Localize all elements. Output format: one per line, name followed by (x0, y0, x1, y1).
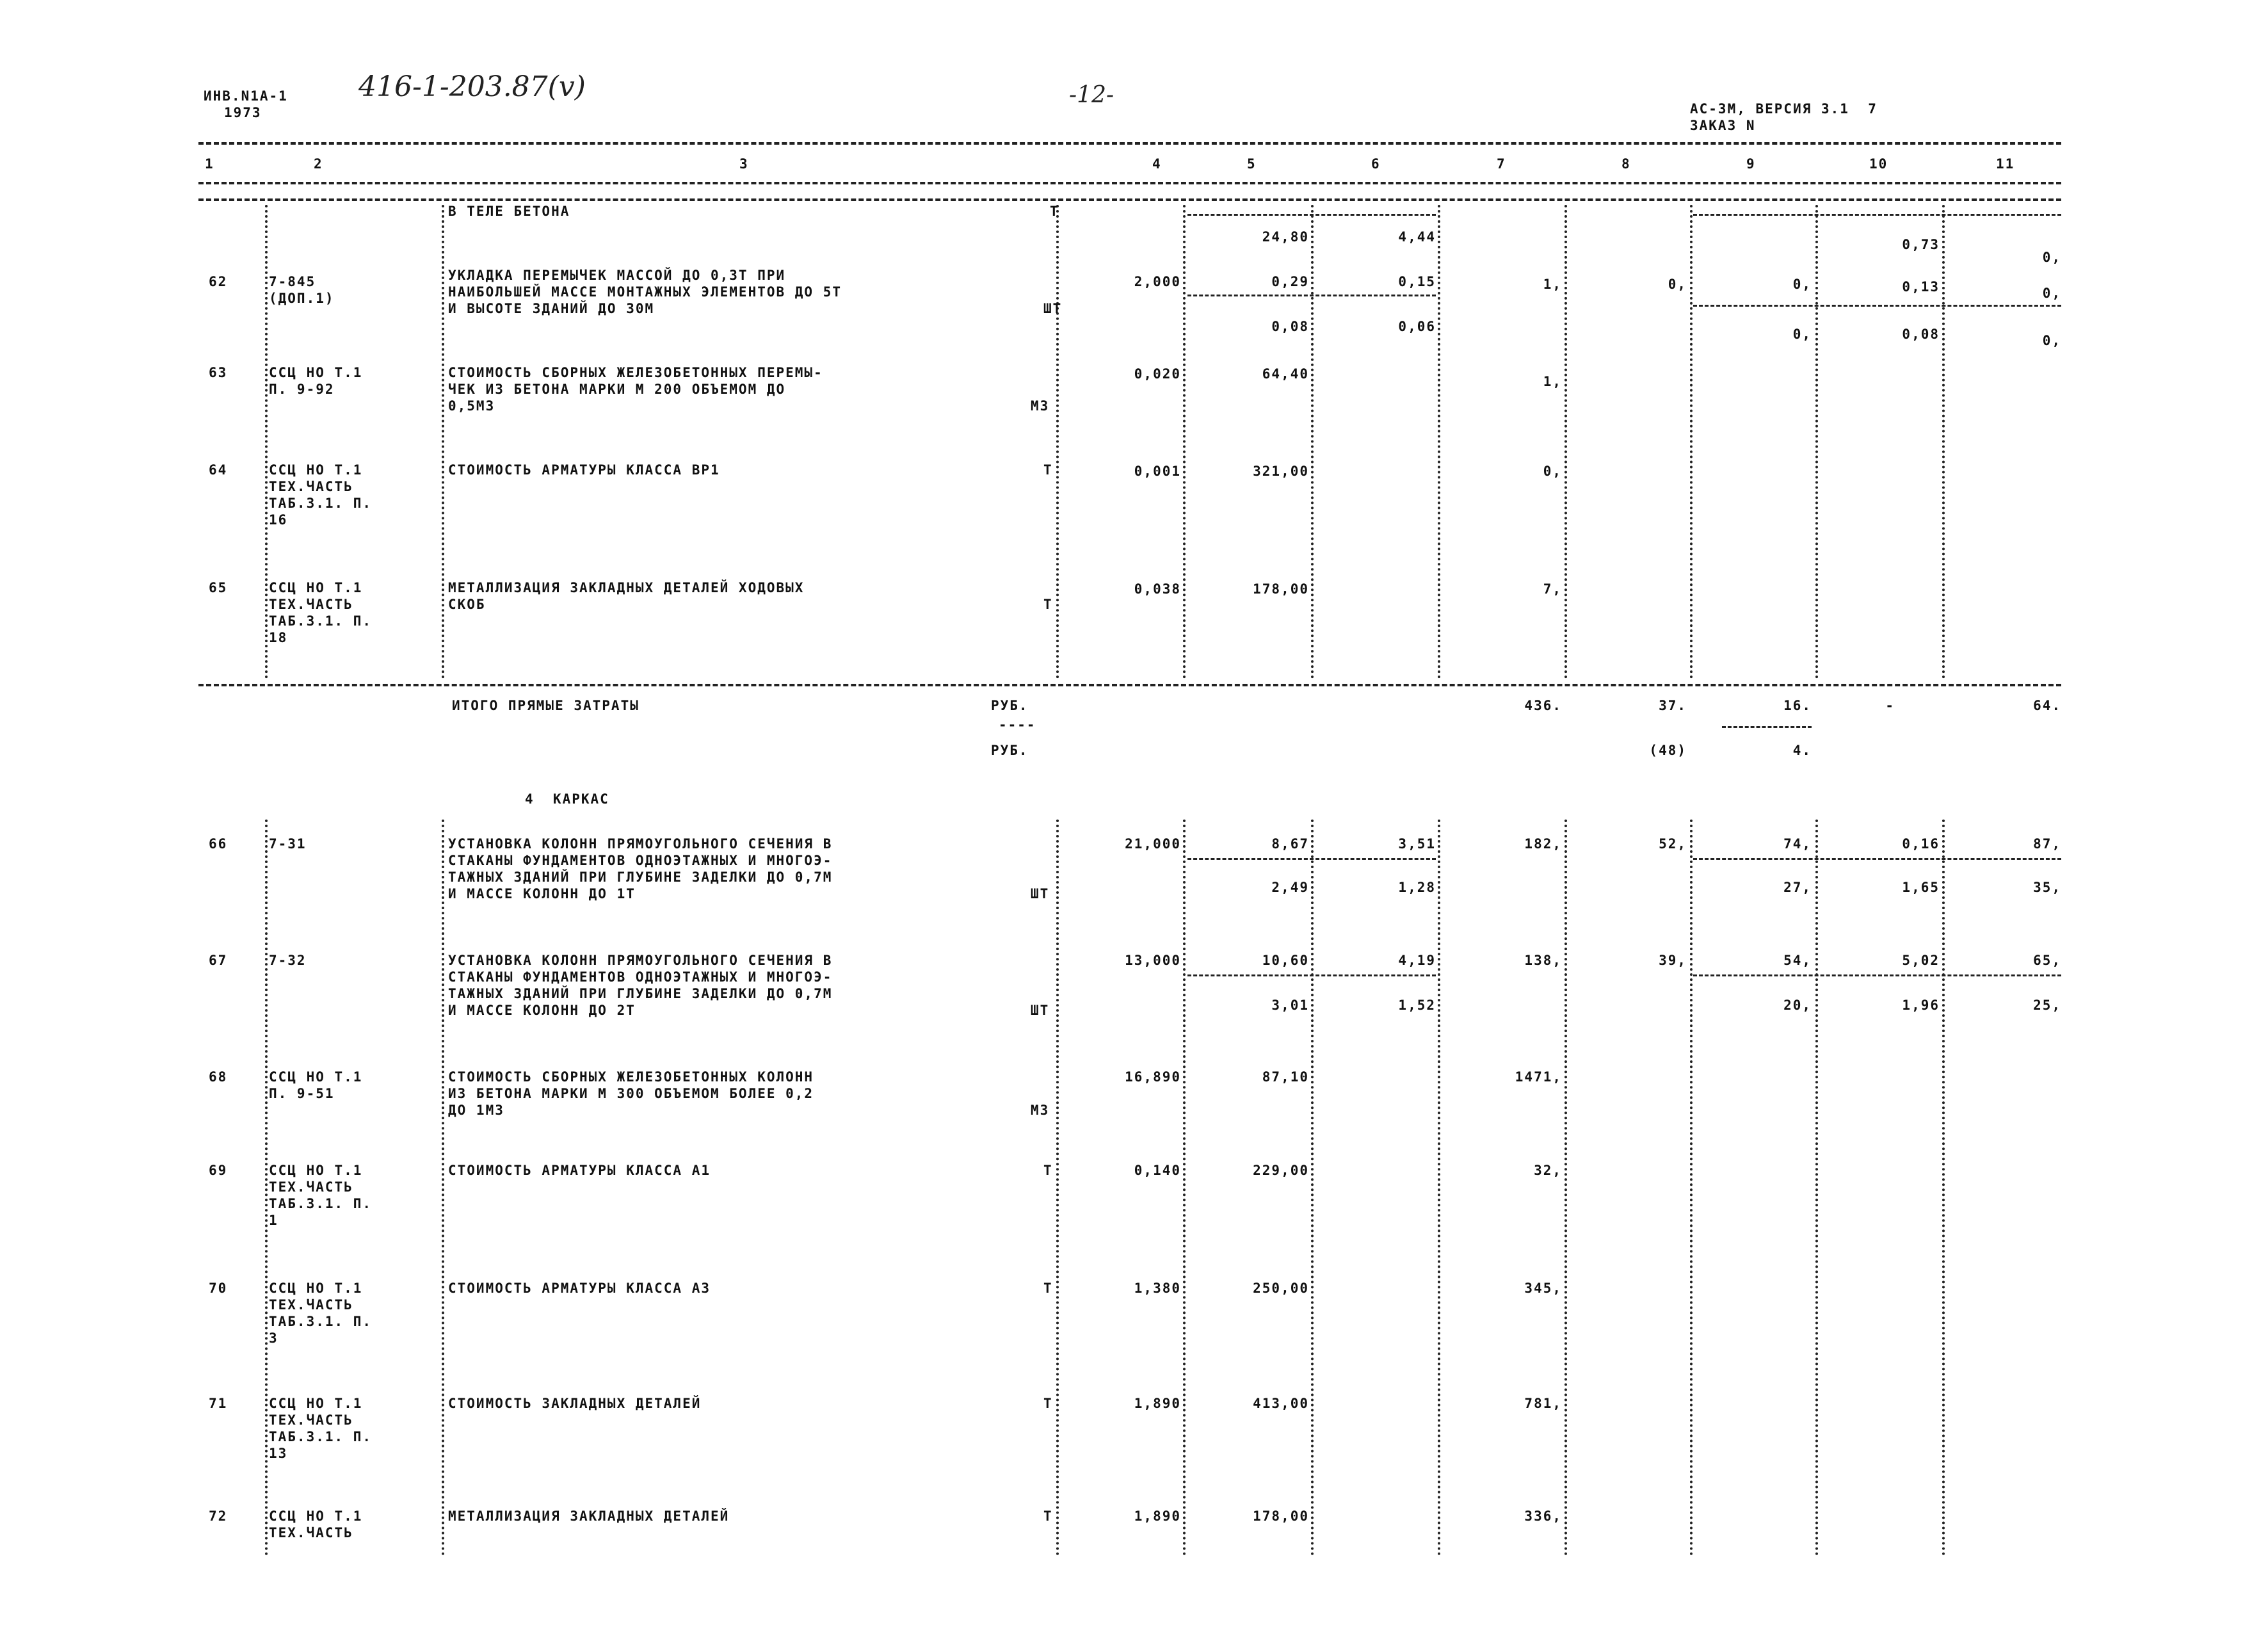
cell-c10: 0,73 (1902, 237, 1940, 252)
cell-c11: 87, (2033, 836, 2061, 852)
row-text: 0,5М3 (448, 398, 495, 414)
cell-c5: 87,10 (1262, 1069, 1309, 1085)
cell-rule (1187, 214, 1436, 216)
row-text: ТАЖНЫХ ЗДАНИЙ ПРИ ГЛУБИНЕ ЗАДЕЛКИ ДО 0,7М (448, 869, 833, 885)
row-text: СТОИМОСТЬ ЗАКЛАДНЫХ ДЕТАЛЕЙ (448, 1396, 702, 1411)
col-sep (265, 205, 268, 679)
cell-c11: 65, (2033, 953, 2061, 968)
row-text: ТАЖНЫХ ЗДАНИЙ ПРИ ГЛУБИНЕ ЗАДЕЛКИ ДО 0,7М (448, 986, 833, 1001)
software-version: АС-ЗМ, ВЕРСИЯ 3.1 7 (1690, 101, 1878, 117)
row-code: 3 (269, 1330, 278, 1346)
row-code: ССЦ НО Т.1 (269, 462, 363, 478)
cell-c11: 0, (2042, 286, 2061, 301)
cell-c9: 0, (1792, 277, 1812, 292)
col-2: 2 (314, 156, 323, 172)
totals-c9b: 4. (1792, 743, 1812, 758)
row-text: СТОИМОСТЬ АРМАТУРЫ КЛАССА ВР1 (448, 462, 720, 478)
col-sep (1183, 205, 1186, 679)
cell-c6: 3,51 (1398, 836, 1436, 852)
cell-c5: 178,00 (1253, 581, 1309, 597)
col-6: 6 (1371, 156, 1381, 172)
row-code: ТЕХ.ЧАСТЬ (269, 1525, 353, 1540)
row-text: СТОИМОСТЬ СБОРНЫХ ЖЕЛЕЗОБЕТОННЫХ КОЛОНН (448, 1069, 814, 1085)
row-text: ЧЕК ИЗ БЕТОНА МАРКИ М 200 ОБЪЕМОМ ДО (448, 382, 786, 397)
row-text: В ТЕЛЕ БЕТОНА (448, 204, 570, 219)
col-sep (1564, 205, 1567, 679)
col-sep (1690, 205, 1693, 679)
handwritten-project-number: 416-1-203.87(v) (358, 70, 586, 103)
cell-c5b: 3,01 (1271, 998, 1309, 1013)
cell-c6: 4,19 (1398, 953, 1436, 968)
row-code: ТАБ.3.1. П. (269, 613, 373, 629)
row-unit: М3 (1031, 398, 1050, 414)
cell-c7: 1471, (1515, 1069, 1562, 1085)
row-unit: Т (1043, 1508, 1053, 1524)
col-sep (442, 205, 444, 679)
row-code: ТАБ.3.1. П. (269, 1196, 373, 1211)
col-5: 5 (1247, 156, 1257, 172)
col-10: 10 (1869, 156, 1888, 172)
row-unit: Т (1043, 1281, 1053, 1296)
row-code: ССЦ НО Т.1 (269, 1396, 363, 1411)
row-code: П. 9-51 (269, 1086, 335, 1101)
row-code: ТЕХ.ЧАСТЬ (269, 1179, 353, 1195)
row-number: 63 (209, 365, 228, 380)
cell-c11b: 0, (2042, 333, 2061, 348)
totals-sub-rule (1722, 726, 1812, 728)
cell-c4: 1,380 (1134, 1281, 1181, 1296)
col-sep (1942, 205, 1945, 679)
row-number: 66 (209, 836, 228, 852)
cell-rule (1187, 295, 1436, 296)
row-code: ССЦ НО Т.1 (269, 1069, 363, 1085)
cell-c4: 21,000 (1125, 836, 1181, 852)
cell-c10: 0,16 (1902, 836, 1940, 852)
cell-c7: 1, (1543, 374, 1562, 389)
row-number: 70 (209, 1281, 228, 1296)
cell-rule (1187, 974, 1436, 976)
totals-unit: РУБ. (991, 743, 1029, 758)
col-sep (1564, 820, 1567, 1556)
cell-c9: 74, (1783, 836, 1812, 852)
totals-c7: 436. (1524, 698, 1562, 713)
cell-c6: 4,44 (1398, 229, 1436, 245)
row-text: СТОИМОСТЬ СБОРНЫХ ЖЕЛЕЗОБЕТОННЫХ ПЕРЕМЫ- (448, 365, 823, 380)
cell-c7: 1, (1543, 277, 1562, 292)
cell-c10: 0,13 (1902, 279, 1940, 295)
cell-c10b: 1,65 (1902, 880, 1940, 895)
totals-c8b: (48) (1649, 743, 1687, 758)
totals-c8: 37. (1659, 698, 1687, 713)
totals-rule (198, 684, 2061, 686)
row-text: И ВЫСОТЕ ЗДАНИЙ ДО 30М (448, 301, 655, 316)
cell-c4: 0,001 (1134, 464, 1181, 479)
col-sep (1942, 820, 1945, 1556)
cell-c8: 0, (1668, 277, 1687, 292)
cell-c5: 24,80 (1262, 229, 1309, 245)
section-title: 4 КАРКАС (525, 791, 609, 807)
row-code: ССЦ НО Т.1 (269, 580, 363, 595)
row-number: 64 (209, 462, 228, 478)
row-code: 1 (269, 1213, 278, 1228)
col-sep (1311, 205, 1314, 679)
row-code: П. 9-92 (269, 382, 335, 397)
row-text: УСТАНОВКА КОЛОНН ПРЯМОУГОЛЬНОГО СЕЧЕНИЯ В (448, 836, 833, 852)
row-text: ИЗ БЕТОНА МАРКИ М 300 ОБЪЕМОМ БОЛЕЕ 0,2 (448, 1086, 814, 1101)
cell-c6b: 1,52 (1398, 998, 1436, 1013)
col-sep (1183, 820, 1186, 1556)
header-rule (198, 182, 2061, 184)
row-code: 7-845 (269, 274, 316, 289)
cell-c7: 345, (1524, 1281, 1562, 1296)
cell-rule (1693, 974, 2061, 976)
row-unit: ШТ (1043, 301, 1063, 316)
cell-c10b: 0,08 (1902, 327, 1940, 342)
form-code: ИНВ.N1А-1 (204, 88, 288, 104)
col-sep (265, 820, 268, 1556)
row-unit: Т (1043, 1163, 1053, 1178)
col-9: 9 (1746, 156, 1756, 172)
cell-c5: 8,67 (1271, 836, 1309, 852)
cell-c5b: 0,08 (1271, 319, 1309, 334)
row-number: 68 (209, 1069, 228, 1085)
cell-c11b: 25, (2033, 998, 2061, 1013)
cell-c4: 0,140 (1134, 1163, 1181, 1178)
col-4: 4 (1152, 156, 1162, 172)
cell-rule (1693, 305, 2061, 307)
totals-unit: РУБ. (991, 698, 1029, 713)
row-unit: Т (1043, 462, 1053, 478)
col-sep (1815, 205, 1818, 679)
row-code: 13 (269, 1446, 288, 1461)
row-code: ТАБ.3.1. П. (269, 1429, 373, 1444)
page-number: -12- (1069, 82, 1114, 108)
header-rule-2 (198, 198, 2061, 201)
row-text: СТАКАНЫ ФУНДАМЕНТОВ ОДНОЭТАЖНЫХ И МНОГОЭ- (448, 853, 833, 868)
cell-c5: 178,00 (1253, 1508, 1309, 1524)
row-unit: ШТ (1031, 1003, 1050, 1018)
cell-c6: 0,15 (1398, 274, 1436, 289)
cell-c5b: 2,49 (1271, 880, 1309, 895)
cell-c7: 138, (1524, 953, 1562, 968)
row-text: МЕТАЛЛИЗАЦИЯ ЗАКЛАДНЫХ ДЕТАЛЕЙ ХОДОВЫХ (448, 580, 805, 595)
col-sep (1438, 205, 1440, 679)
cell-c9b: 0, (1792, 327, 1812, 342)
totals-c11: 64. (2033, 698, 2061, 713)
row-unit: Т (1043, 1396, 1053, 1411)
totals-c10: - (1885, 698, 1895, 713)
cell-c4: 0,020 (1134, 366, 1181, 382)
row-text: УКЛАДКА ПЕРЕМЫЧЕК МАССОЙ ДО 0,3Т ПРИ (448, 268, 786, 283)
cell-c5: 64,40 (1262, 366, 1309, 382)
cell-c7: 7, (1543, 581, 1562, 597)
totals-c9: 16. (1783, 698, 1812, 713)
cell-c4: 16,890 (1125, 1069, 1181, 1085)
cell-c8: 52, (1659, 836, 1687, 852)
cell-c6b: 1,28 (1398, 880, 1436, 895)
cell-c10b: 1,96 (1902, 998, 1940, 1013)
row-unit: Т (1050, 204, 1059, 219)
row-text: СТАКАНЫ ФУНДАМЕНТОВ ОДНОЭТАЖНЫХ И МНОГОЭ- (448, 969, 833, 985)
cell-c9b: 27, (1783, 880, 1812, 895)
row-text: СТОИМОСТЬ АРМАТУРЫ КЛАССА А3 (448, 1281, 711, 1296)
row-number: 62 (209, 274, 228, 289)
row-code: ССЦ НО Т.1 (269, 1508, 363, 1524)
row-code: ССЦ НО Т.1 (269, 365, 363, 380)
row-text: СТОИМОСТЬ АРМАТУРЫ КЛАССА А1 (448, 1163, 711, 1178)
cell-c11b: 35, (2033, 880, 2061, 895)
col-sep (1690, 820, 1693, 1556)
cell-c5: 250,00 (1253, 1281, 1309, 1296)
cell-rule (1693, 858, 2061, 860)
cell-c4: 1,890 (1134, 1508, 1181, 1524)
cell-c6b: 0,06 (1398, 319, 1436, 334)
row-text: СКОБ (448, 597, 486, 612)
row-text: ДО 1М3 (448, 1103, 504, 1118)
row-number: 67 (209, 953, 228, 968)
row-unit: ШТ (1031, 886, 1050, 901)
row-code: ССЦ НО Т.1 (269, 1163, 363, 1178)
cell-c7: 781, (1524, 1396, 1562, 1411)
row-code: 18 (269, 630, 288, 645)
cell-c7: 336, (1524, 1508, 1562, 1524)
row-number: 65 (209, 580, 228, 595)
cell-c5: 10,60 (1262, 953, 1309, 968)
cell-rule (1693, 214, 2061, 216)
row-text: УСТАНОВКА КОЛОНН ПРЯМОУГОЛЬНОГО СЕЧЕНИЯ В (448, 953, 833, 968)
row-code: 7-32 (269, 953, 307, 968)
row-code: 7-31 (269, 836, 307, 852)
row-code: (ДОП.1) (269, 291, 335, 306)
col-sep (1056, 820, 1059, 1556)
col-7: 7 (1497, 156, 1506, 172)
cell-c4: 0,038 (1134, 581, 1181, 597)
col-sep (1815, 820, 1818, 1556)
row-code: 16 (269, 512, 288, 528)
totals-label: ИТОГО ПРЯМЫЕ ЗАТРАТЫ (452, 698, 639, 713)
col-sep (442, 820, 444, 1556)
row-text: МЕТАЛЛИЗАЦИЯ ЗАКЛАДНЫХ ДЕТАЛЕЙ (448, 1508, 730, 1524)
row-code: ТЕХ.ЧАСТЬ (269, 1297, 353, 1313)
totals-separator: ---- (999, 717, 1036, 732)
col-sep (1056, 205, 1059, 679)
col-11: 11 (1996, 156, 2015, 172)
cell-c7: 182, (1524, 836, 1562, 852)
cell-rule (1187, 858, 1436, 860)
col-1: 1 (205, 156, 214, 172)
order-number: ЗАКАЗ N (1690, 118, 1756, 133)
col-sep (1438, 820, 1440, 1556)
row-text: НАИБОЛЬШЕЙ МАССЕ МОНТАЖНЫХ ЭЛЕМЕНТОВ ДО 5Т (448, 284, 842, 300)
row-code: ССЦ НО Т.1 (269, 1281, 363, 1296)
cell-c7: 0, (1543, 464, 1562, 479)
row-number: 71 (209, 1396, 228, 1411)
cell-c7: 32, (1534, 1163, 1562, 1178)
cell-c5: 0,29 (1271, 274, 1309, 289)
cell-c5: 321,00 (1253, 464, 1309, 479)
row-number: 69 (209, 1163, 228, 1178)
cell-c5: 413,00 (1253, 1396, 1309, 1411)
col-sep (1311, 820, 1314, 1556)
form-year: 1973 (224, 105, 262, 120)
cell-c11: 0, (2042, 250, 2061, 265)
row-text: И МАССЕ КОЛОНН ДО 2Т (448, 1003, 636, 1018)
cell-c4: 1,890 (1134, 1396, 1181, 1411)
cell-c4: 13,000 (1125, 953, 1181, 968)
cell-c8: 39, (1659, 953, 1687, 968)
row-code: ТАБ.3.1. П. (269, 496, 373, 511)
col-3: 3 (739, 156, 749, 172)
row-code: ТЕХ.ЧАСТЬ (269, 479, 353, 494)
row-unit: М3 (1031, 1103, 1050, 1118)
row-code: ТАБ.3.1. П. (269, 1314, 373, 1329)
row-code: ТЕХ.ЧАСТЬ (269, 597, 353, 612)
cell-c5: 229,00 (1253, 1163, 1309, 1178)
row-code: ТЕХ.ЧАСТЬ (269, 1412, 353, 1428)
top-rule (198, 142, 2061, 145)
row-number: 72 (209, 1508, 228, 1524)
row-unit: Т (1043, 597, 1053, 612)
col-8: 8 (1621, 156, 1631, 172)
row-text: И МАССЕ КОЛОНН ДО 1Т (448, 886, 636, 901)
cell-c9: 54, (1783, 953, 1812, 968)
cell-c9b: 20, (1783, 998, 1812, 1013)
cell-c10: 5,02 (1902, 953, 1940, 968)
cell-c4: 2,000 (1134, 274, 1181, 289)
